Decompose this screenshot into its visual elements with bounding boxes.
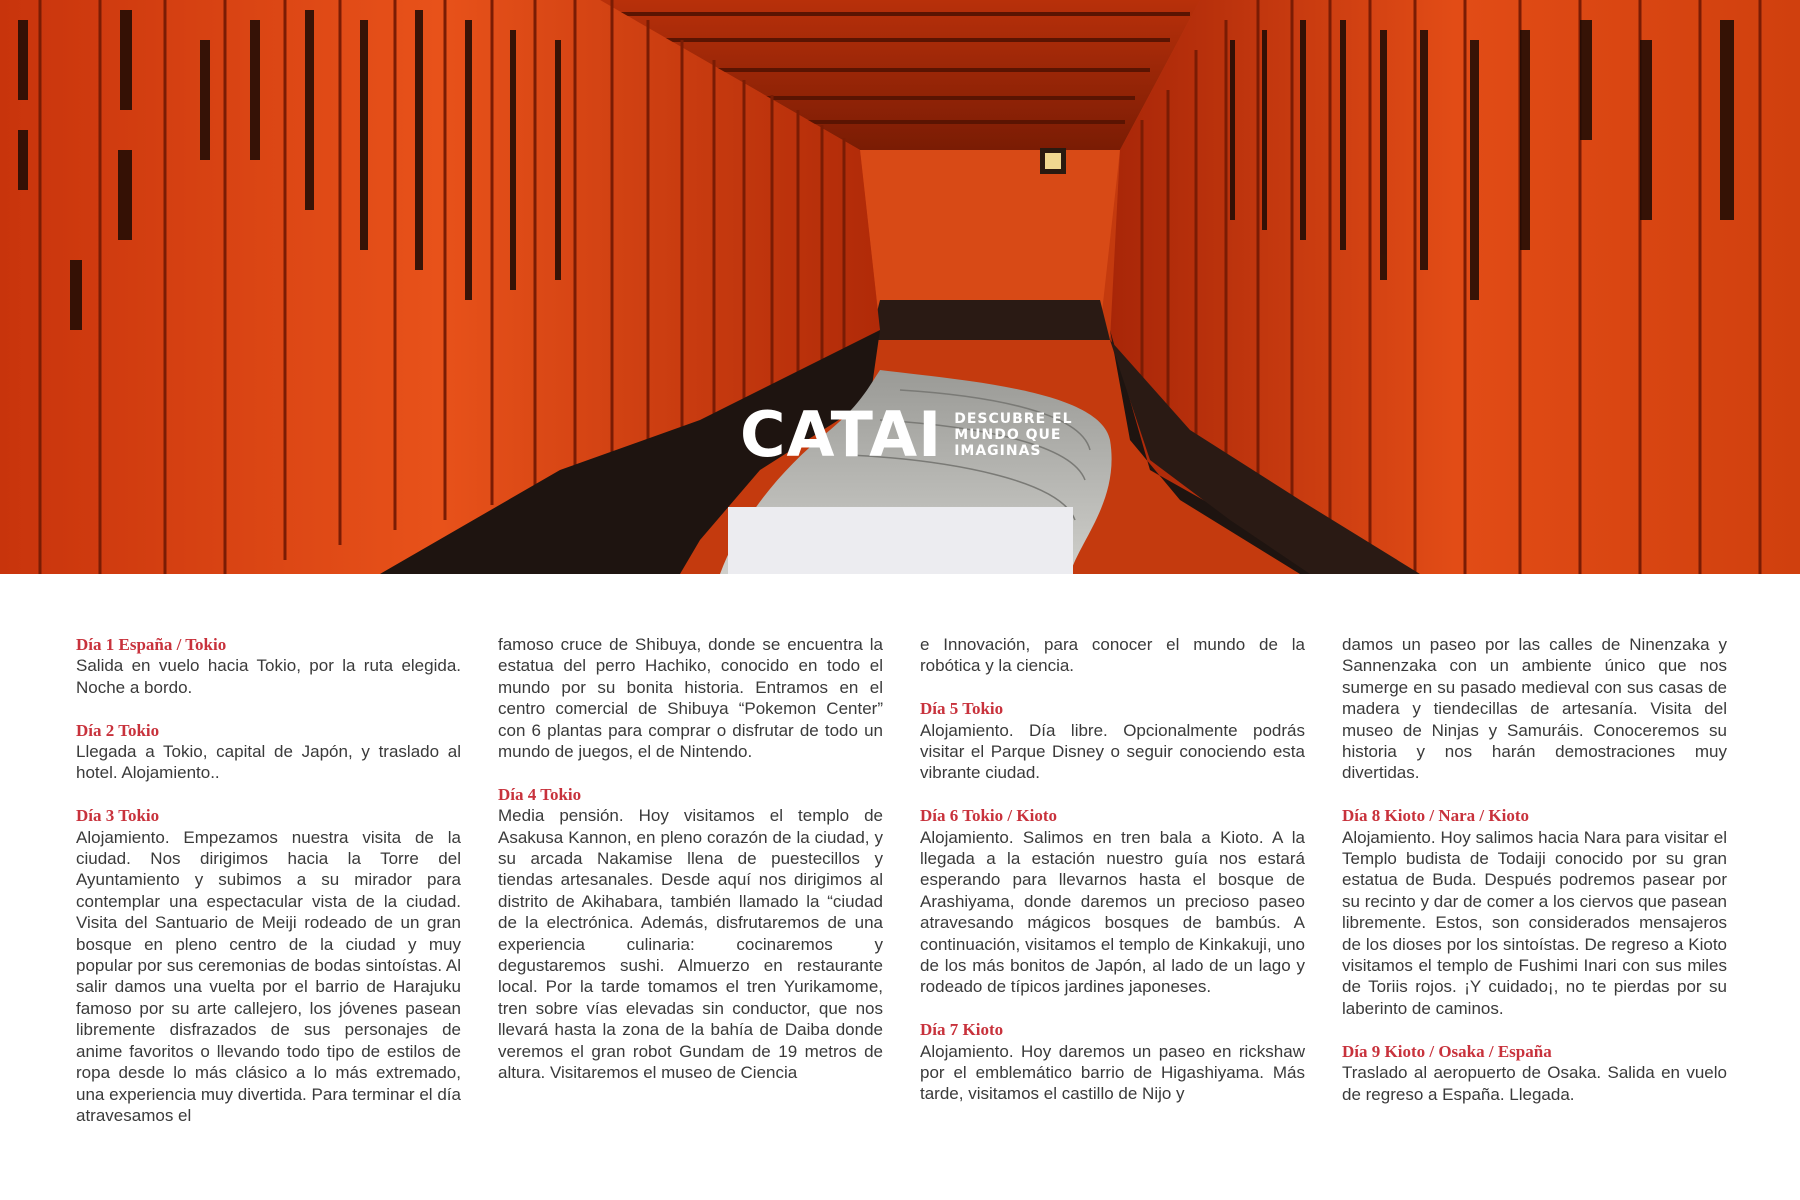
day-entry (920, 634, 1305, 677)
day-text: Alojamiento. Día libre. Opcionalmente podrás visitar el Parque Disney o seguir conociendo esta vibrante ciudad. (920, 720, 1305, 783)
itinerary-column-3 (920, 634, 1305, 1126)
day-text: e Innovación, para conocer el mundo de la robótica y la ciencia. (920, 635, 1305, 676)
day-entry (498, 784, 883, 1084)
itinerary-column-4 (1342, 634, 1727, 1126)
day-heading: Día 5 Tokio (920, 699, 1004, 719)
day-heading: Día 4 Tokio (498, 784, 582, 804)
day-text: Llegada a Tokio, capital de Japón, y traslado al hotel. Alojamiento.. (76, 742, 461, 783)
itinerary-column-1 (76, 634, 461, 1148)
day-heading: Día 9 Kioto / Osaka / España (1342, 1041, 1552, 1061)
day-entry (920, 1019, 1305, 1105)
day-heading: Día 6 Tokio / Kioto (920, 806, 1057, 826)
torii-tunnel-illustration (0, 0, 1800, 574)
day-text: Alojamiento. Hoy salimos hacia Nara para visitar el Templo budista de Todaiji conocido por su gran estatua de Buda. Después podremos pasear por su recinto y dar de comer a los ciervos que pasean libremente. Estos, son considerados mensajeros de los dioses por los sintoístas. De regreso a Kioto visitamos el templo de Fushimi Inari con sus miles de Toriis rojos. ¡Y cuidado¡, no te pierdas por su laberinto de caminos. (1342, 827, 1727, 1018)
day-entry (76, 720, 461, 784)
day-entry (76, 805, 461, 1126)
day-text: Alojamiento. Hoy daremos un paseo en rickshaw por el emblemático barrio de Higashiyama. Más tarde, visitamos el castillo de Nijo y (920, 1041, 1305, 1104)
day-entry (1342, 634, 1727, 784)
day-text: Traslado al aeropuerto de Osaka. Salida en vuelo de regreso a España. Llegada. (1342, 1063, 1727, 1104)
tagline-line-2: MUNDO QUE (954, 427, 1062, 443)
day-entry (1342, 1041, 1727, 1105)
day-text: damos un paseo por las calles de Ninenzaka y Sannenzaka con un ambiente único que nos sumerge en su pasado medieval con sus casas de madera y tiendecillas de artesanía. Visita del museo de Ninjas y Samuráis. Conoceremos su historia y nos harán demostraciones muy divertidas. (1342, 635, 1727, 783)
tagline-line-1: DESCUBRE EL (954, 411, 1073, 427)
brand-name: CATAI (740, 398, 943, 471)
day-text: Alojamiento. Empezamos nuestra visita de la ciudad. Nos dirigimos hacia la Torre del Ayuntamiento y subimos a su mirador para contemplar una espectacular vista de la ciudad. Visita del Santuario de Meiji rodeado de un gran bosque en pleno centro de la ciudad y muy popular por sus ceremonias de bodas sintoístas. Al salir damos una vuelta por el barrio de Harajuku famoso por su arte callejero, los jóvenes pasean libremente disfrazados de sus personajes de anime favoritos o llevando todo tipo de estilos de ropa desde lo más clásico a lo más extremado, una experiencia muy divertida. Para terminar el día atravesamos el (76, 827, 461, 1125)
day-text: Media pensión. Hoy visitamos el templo de Asakusa Kannon, en pleno corazón de la ciudad, y su arcada Nakamise llena de puestecillos y tiendas artesanales. Desde aquí nos dirigimos al distrito de Akihabara, también llamado la “ciudad de la electrónica. Además, disfrutaremos de una experiencia culinaria: cocinaremos y degustaremos sushi. Almuerzo en restaurante local. Por la tarde tomamos el tren Yurikamome, tren sobre vías elevadas sin conductor, que nos llevará hasta la zona de la bahía de Daiba donde veremos el gran robot Gundam de 19 metros de altura. Visitaremos el museo de Ciencia (498, 806, 883, 1083)
day-text: Alojamiento. Salimos en tren bala a Kioto. A la llegada a la estación nuestro guía nos estará esperando para llevarnos hasta el bosque de Arashiyama, donde daremos un precioso paseo atravesando mágicos bosques de bambús. A continuación, visitamos el templo de Kinkakuji, uno de los más bonitos de Japón, al lado de un lago y rodeado de típicos jardines japoneses. (920, 827, 1305, 997)
day-text: famoso cruce de Shibuya, donde se encuentra la estatua del perro Hachiko, conocido en todo el mundo por su bonita historia. Entramos en el centro comercial de Shibuya “Pokemon Center” con 6 plantas para comprar o disfrutar de todo un mundo de juegos, el de Nintendo. (498, 635, 883, 762)
itinerary-column-2 (498, 634, 883, 1105)
day-heading: Día 7 Kioto (920, 1020, 1004, 1040)
day-heading: Día 8 Kioto / Nara / Kioto (1342, 806, 1529, 826)
day-entry (1342, 805, 1727, 1019)
catai-logo (740, 398, 1073, 471)
day-entry (920, 805, 1305, 998)
tagline-line-3: IMAGINAS (954, 443, 1042, 459)
day-heading: Día 3 Tokio (76, 806, 160, 826)
hero-photo-torii-gates (0, 0, 1800, 574)
brand-tagline (954, 411, 1072, 459)
itinerary-columns (76, 634, 1726, 1154)
day-entry (76, 634, 461, 698)
day-heading: Día 2 Tokio (76, 720, 160, 740)
day-entry (920, 698, 1305, 784)
day-heading: Día 1 España / Tokio (76, 635, 227, 654)
day-text: Salida en vuelo hacia Tokio, por la ruta elegida. Noche a bordo. (76, 656, 461, 697)
day-entry (498, 634, 883, 762)
hero-bottom-tab (728, 507, 1073, 574)
